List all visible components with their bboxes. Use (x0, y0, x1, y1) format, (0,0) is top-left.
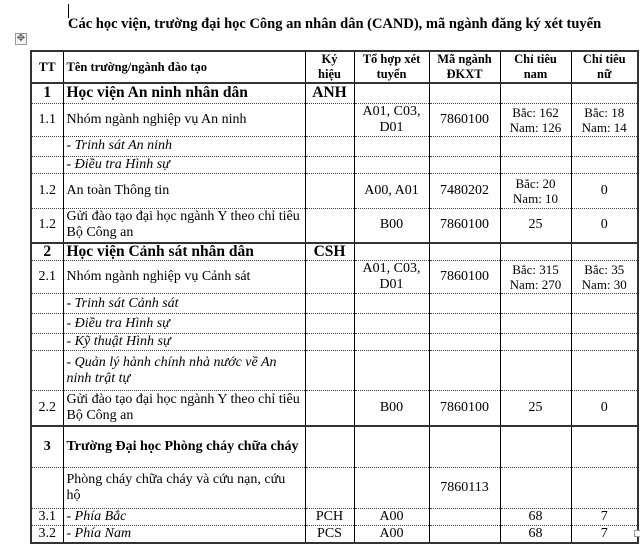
table-move-handle-icon[interactable]: ✥ (16, 33, 26, 44)
header-name: Tên trường/ngành đào tạo (63, 51, 305, 83)
cell-tt: 3.1 (31, 509, 63, 526)
cell-nam: Bắc: 20 Nam: 10 (500, 173, 571, 208)
cell-tt: 2 (31, 243, 63, 261)
cell-name: Nhóm ngành nghiệp vụ Cảnh sát (63, 261, 305, 294)
cell-nu: 0 (571, 391, 638, 426)
cell-nu (571, 426, 638, 468)
cell-nu: 0 (571, 173, 638, 208)
cell-to-hop (354, 351, 429, 391)
cell-nam (500, 314, 571, 334)
cell-ky-hieu (305, 334, 354, 351)
cell-name: Phòng cháy chữa cháy và cứu nạn, cứu hộ (63, 468, 305, 509)
cell-ma: 7480202 (429, 173, 500, 208)
cell-nu (571, 334, 638, 351)
cell-to-hop: B00 (354, 391, 429, 426)
cell-to-hop (354, 468, 429, 509)
cell-tt (31, 314, 63, 334)
cell-nu: Bắc: 18 Nam: 14 (571, 103, 638, 136)
cell-name: - Điều tra Hình sự (63, 314, 305, 334)
cell-to-hop: A00, A01 (354, 173, 429, 208)
cell-tt: 2.2 (31, 391, 63, 426)
cell-tt: 3.2 (31, 526, 63, 544)
cell-to-hop (354, 243, 429, 261)
cell-to-hop (354, 83, 429, 103)
cell-tt: 3 (31, 426, 63, 468)
cell-name: - Phía Nam (63, 526, 305, 544)
cell-to-hop (354, 426, 429, 468)
cell-ma (429, 243, 500, 261)
cell-name: Nhóm ngành nghiệp vụ An ninh (63, 103, 305, 136)
table-row (31, 136, 638, 156)
cell-ky-hieu: ANH (305, 83, 354, 103)
table-row (31, 509, 638, 526)
table-row (31, 468, 638, 509)
cell-to-hop (354, 136, 429, 156)
cell-to-hop: B00 (354, 208, 429, 243)
header-to-hop: Tổ hợp xét tuyển (354, 51, 429, 83)
cell-nam: 68 (500, 509, 571, 526)
cell-ky-hieu (305, 314, 354, 334)
cell-ky-hieu (305, 208, 354, 243)
cell-ma (429, 334, 500, 351)
cell-ky-hieu (305, 294, 354, 314)
table-row (31, 314, 638, 334)
cell-nu (571, 156, 638, 173)
cell-ky-hieu (305, 391, 354, 426)
cell-to-hop (354, 334, 429, 351)
cell-to-hop: A01, C03, D01 (354, 261, 429, 294)
cell-nu (571, 468, 638, 509)
table-row (31, 173, 638, 208)
cell-name: - Kỹ thuật Hình sự (63, 334, 305, 351)
table-row (31, 208, 638, 243)
cell-ma: 7860100 (429, 261, 500, 294)
cell-nam: Bắc: 315 Nam: 270 (500, 261, 571, 294)
cell-tt: 2.1 (31, 261, 63, 294)
header-ky-hieu: Ký hiệu (305, 51, 354, 83)
cell-tt: 1.1 (31, 103, 63, 136)
cell-nu (571, 243, 638, 261)
cell-nu: 7 (571, 526, 638, 544)
cell-nu (571, 83, 638, 103)
cell-ky-hieu: PCH (305, 509, 354, 526)
cell-tt (31, 351, 63, 391)
cell-ma (429, 426, 500, 468)
header-chi-tieu-nam: Chỉ tiêu nam (500, 51, 571, 83)
cell-nam (500, 136, 571, 156)
table-row (31, 526, 638, 544)
cell-tt (31, 156, 63, 173)
cell-tt (31, 334, 63, 351)
cell-ma (429, 314, 500, 334)
cell-ky-hieu: CSH (305, 243, 354, 261)
cell-nu (571, 294, 638, 314)
cell-ky-hieu (305, 173, 354, 208)
cell-nam (500, 156, 571, 173)
table-resize-handle[interactable] (634, 530, 640, 537)
cell-nam: 68 (500, 526, 571, 544)
cell-ky-hieu (305, 426, 354, 468)
cell-name: - Phía Bắc (63, 509, 305, 526)
cell-nam (500, 426, 571, 468)
table-row (31, 391, 638, 426)
cell-nu (571, 136, 638, 156)
admissions-table (30, 50, 639, 544)
table-row (31, 103, 638, 136)
cell-ma: 7860100 (429, 208, 500, 243)
header-chi-tieu-nu: Chỉ tiêu nữ (571, 51, 638, 83)
table-row (31, 83, 638, 103)
table-row (31, 351, 638, 391)
cell-to-hop: A01, C03, D01 (354, 103, 429, 136)
cell-nam (500, 294, 571, 314)
cell-ky-hieu (305, 136, 354, 156)
cell-nam (500, 351, 571, 391)
cell-nam: 25 (500, 208, 571, 243)
cell-tt: 1.2 (31, 208, 63, 243)
cell-name: - Trinh sát Cảnh sát (63, 294, 305, 314)
cell-to-hop (354, 156, 429, 173)
cell-nam (500, 334, 571, 351)
cell-name: Học viện Cảnh sát nhân dân (63, 243, 305, 261)
cell-ky-hieu (305, 156, 354, 173)
cell-ky-hieu (305, 103, 354, 136)
cell-to-hop (354, 294, 429, 314)
header-row (31, 51, 638, 83)
cell-nam: Bắc: 162 Nam: 126 (500, 103, 571, 136)
cell-nu: Bắc: 35 Nam: 30 (571, 261, 638, 294)
cell-ma: 7860113 (429, 468, 500, 509)
cell-ma: 7860100 (429, 103, 500, 136)
table-row (31, 426, 638, 468)
cell-nu: 0 (571, 208, 638, 243)
cell-ky-hieu: PCS (305, 526, 354, 544)
table-row (31, 261, 638, 294)
table-row (31, 156, 638, 173)
cell-ma (429, 509, 500, 526)
header-ma-nganh: Mã ngành ĐKXT (429, 51, 500, 83)
cell-ma (429, 156, 500, 173)
cell-ma (429, 294, 500, 314)
cell-tt: 1.2 (31, 173, 63, 208)
cell-name: - Trinh sát An ninh (63, 136, 305, 156)
cell-name: An toàn Thông tin (63, 173, 305, 208)
cell-ma (429, 351, 500, 391)
header-tt: TT (31, 51, 63, 83)
cell-name: - Điều tra Hình sự (63, 156, 305, 173)
cell-nu (571, 314, 638, 334)
cell-to-hop: A00 (354, 509, 429, 526)
table-row (31, 334, 638, 351)
cell-name: Học viện An ninh nhân dân (63, 83, 305, 103)
cell-tt (31, 136, 63, 156)
cell-name: Gửi đào tạo đại học ngành Y theo chỉ tiêu Bộ Công an (63, 391, 305, 426)
cell-to-hop: A00 (354, 526, 429, 544)
cell-tt: 1 (31, 83, 63, 103)
cell-ky-hieu (305, 351, 354, 391)
cell-ma (429, 136, 500, 156)
cell-name: Trường Đại học Phòng cháy chữa cháy (63, 426, 305, 468)
cell-ky-hieu (305, 468, 354, 509)
cell-ma (429, 526, 500, 544)
cell-nu (571, 351, 638, 391)
cell-tt (31, 468, 63, 509)
table-row (31, 294, 638, 314)
cell-ma: 7860100 (429, 391, 500, 426)
cell-name: - Quản lý hành chính nhà nước về An ninh trật tự (63, 351, 305, 391)
cell-to-hop (354, 314, 429, 334)
cell-tt (31, 294, 63, 314)
cell-nam (500, 243, 571, 261)
document-title: Các học viện, trường đại học Công an nhân dân (CAND), mã ngành đăng ký xét tuyển (68, 16, 602, 32)
cell-nam (500, 468, 571, 509)
cell-nam: 25 (500, 391, 571, 426)
cell-ky-hieu (305, 261, 354, 294)
cell-name: Gửi đào tạo đại học ngành Y theo chỉ tiêu Bộ Công an (63, 208, 305, 243)
table-row (31, 243, 638, 261)
cell-nu: 7 (571, 509, 638, 526)
cell-nam (500, 83, 571, 103)
cell-ma (429, 83, 500, 103)
